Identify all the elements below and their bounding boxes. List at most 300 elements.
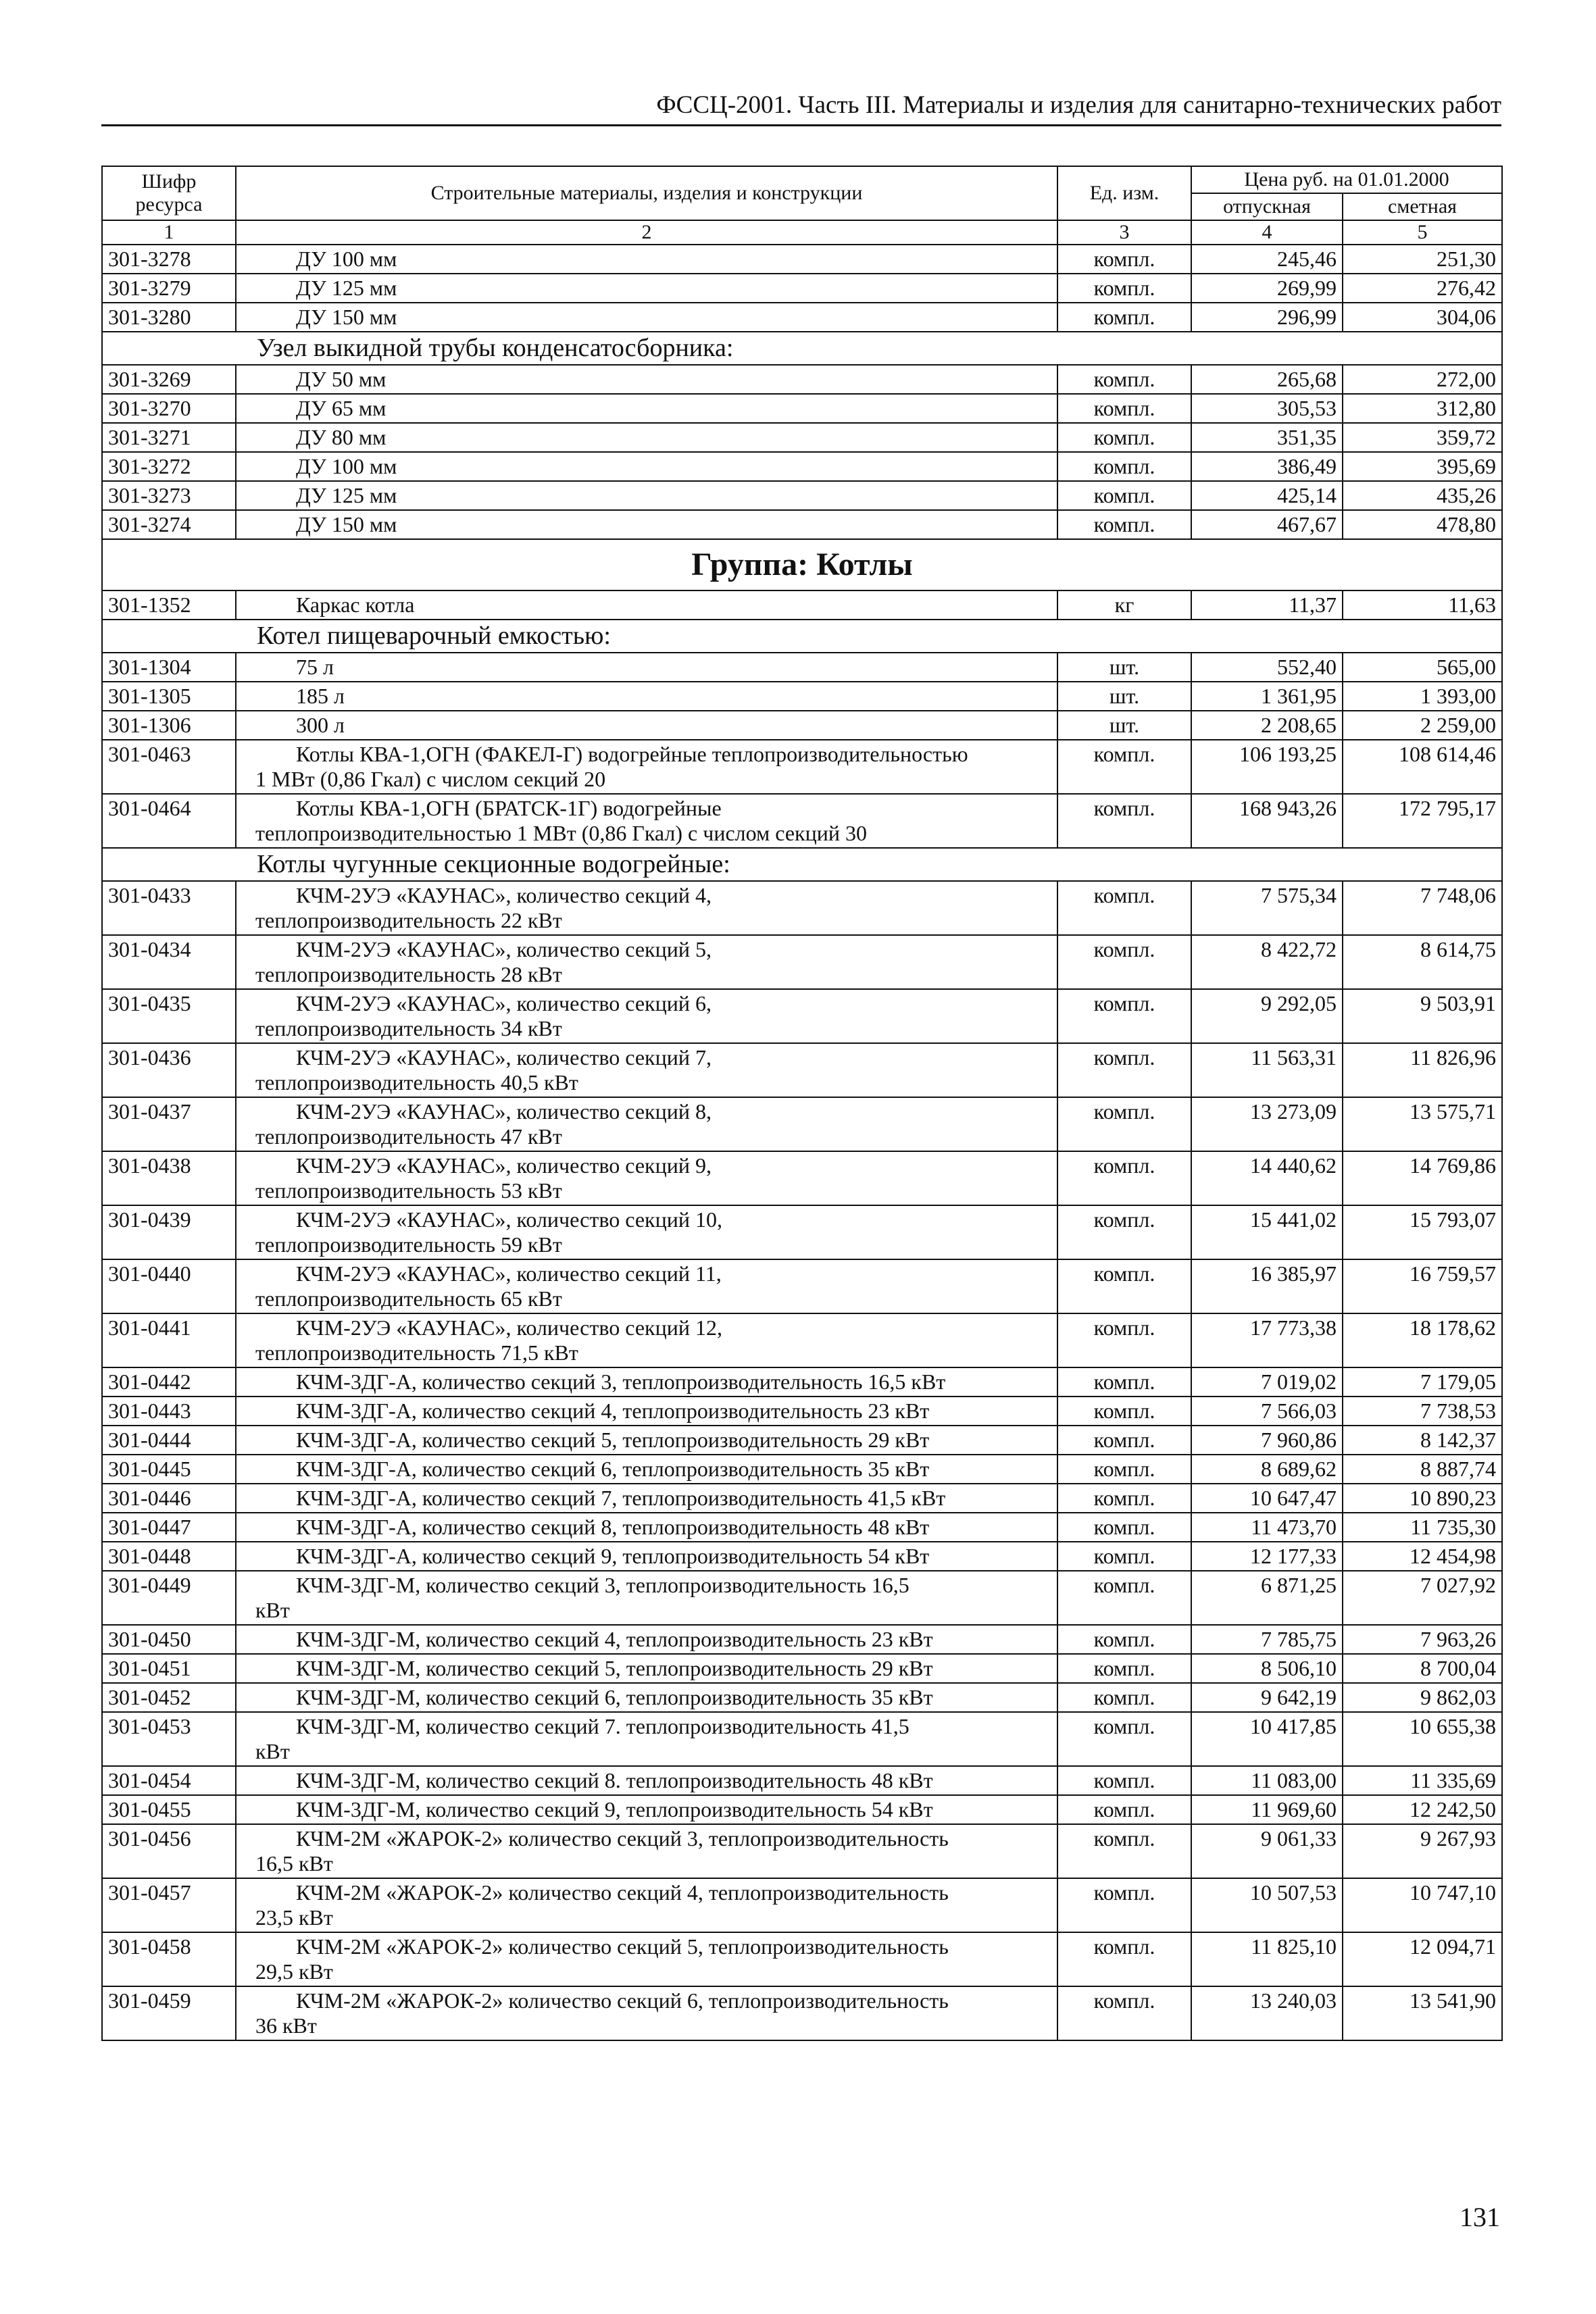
table-row <box>102 1367 1502 1397</box>
release-price: 14 440,62 <box>1191 1151 1343 1205</box>
unit-of-measure: компл. <box>1057 1654 1191 1683</box>
table-row <box>102 711 1502 740</box>
material-name <box>236 1097 1057 1151</box>
table-row <box>102 1542 1502 1571</box>
section-row <box>102 620 1502 653</box>
material-name <box>236 1043 1057 1097</box>
table-row <box>102 303 1502 332</box>
unit-of-measure: шт. <box>1057 653 1191 682</box>
table-row <box>102 653 1502 682</box>
resource-code: 301-0438 <box>102 1151 236 1205</box>
estimate-price: 12 094,71 <box>1343 1932 1502 1986</box>
resource-code: 301-0447 <box>102 1513 236 1542</box>
resource-code: 301-0456 <box>102 1824 236 1878</box>
unit-of-measure: кг <box>1057 590 1191 620</box>
release-price: 17 773,38 <box>1191 1313 1343 1367</box>
estimate-price: 9 503,91 <box>1343 989 1502 1043</box>
material-name-line: КЧМ-3ДГ-М, количество секций 5, теплопроизводительность 29 кВт <box>296 1656 933 1680</box>
material-name <box>236 1932 1057 1986</box>
material-name <box>236 1571 1057 1625</box>
resource-code: 301-0446 <box>102 1484 236 1513</box>
release-price: 11,37 <box>1191 590 1343 620</box>
resource-code: 301-0463 <box>102 740 236 794</box>
release-price: 8 689,62 <box>1191 1455 1343 1484</box>
material-name-line: КЧМ-2УЭ «КАУНАС», количество секций 4, <box>296 883 712 907</box>
release-price: 2 208,65 <box>1191 711 1343 740</box>
release-price: 11 473,70 <box>1191 1513 1343 1542</box>
release-price: 10 507,53 <box>1191 1878 1343 1932</box>
table-row <box>102 1097 1502 1151</box>
unit-of-measure: компл. <box>1057 881 1191 935</box>
material-name <box>236 1455 1057 1484</box>
table-row <box>102 1043 1502 1097</box>
material-name <box>236 590 1057 620</box>
material-name <box>236 1397 1057 1426</box>
estimate-price: 11,63 <box>1343 590 1502 620</box>
group-heading: Группа: Котлы <box>102 539 1502 590</box>
estimate-price: 8 887,74 <box>1343 1455 1502 1484</box>
estimate-price: 304,06 <box>1343 303 1502 332</box>
table-row <box>102 1571 1502 1625</box>
header-price-group: Цена руб. на 01.01.2000 <box>1191 166 1502 193</box>
material-name <box>236 1654 1057 1683</box>
material-name-line: КЧМ-3ДГ-А, количество секций 8, теплопроизводительность 48 кВт <box>296 1515 930 1539</box>
material-name-line: ДУ 65 мм <box>296 396 386 420</box>
release-price: 13 273,09 <box>1191 1097 1343 1151</box>
material-name-continuation: 23,5 кВт <box>255 1905 333 1930</box>
unit-of-measure: компл. <box>1057 1455 1191 1484</box>
material-name-continuation: 36 кВт <box>255 2013 317 2038</box>
material-name-line: Котлы КВА-1,ОГН (ФАКЕЛ-Г) водогрейные теплопроизводительностью <box>296 742 968 766</box>
table-row <box>102 1205 1502 1259</box>
unit-of-measure: компл. <box>1057 245 1191 274</box>
resource-code: 301-0444 <box>102 1426 236 1455</box>
material-name <box>236 1712 1057 1766</box>
material-name <box>236 510 1057 539</box>
material-name-line: 75 л <box>296 655 334 679</box>
estimate-price: 10 655,38 <box>1343 1712 1502 1766</box>
unit-of-measure: компл. <box>1057 1571 1191 1625</box>
resource-code: 301-0441 <box>102 1313 236 1367</box>
unit-of-measure: компл. <box>1057 274 1191 303</box>
release-price: 265,68 <box>1191 365 1343 394</box>
material-name-line: КЧМ-2М «ЖАРОК-2» количество секций 5, теплопроизводительность <box>296 1934 949 1959</box>
material-name <box>236 394 1057 423</box>
material-name-line: КЧМ-3ДГ-М, количество секций 7. теплопроизводительность 41,5 <box>296 1714 909 1738</box>
release-price: 9 642,19 <box>1191 1683 1343 1712</box>
material-name <box>236 1824 1057 1878</box>
resource-code: 301-3280 <box>102 303 236 332</box>
release-price: 467,67 <box>1191 510 1343 539</box>
material-name-line: ДУ 150 мм <box>296 512 397 536</box>
resource-code: 301-0450 <box>102 1625 236 1654</box>
material-name-line: 300 л <box>296 713 345 737</box>
material-name-line: КЧМ-2УЭ «КАУНАС», количество секций 8, <box>296 1099 712 1124</box>
material-name <box>236 794 1057 848</box>
table-row <box>102 1397 1502 1426</box>
material-name-line: КЧМ-2УЭ «КАУНАС», количество секций 11, <box>296 1261 722 1286</box>
material-name <box>236 1259 1057 1313</box>
unit-of-measure: компл. <box>1057 1426 1191 1455</box>
release-price: 16 385,97 <box>1191 1259 1343 1313</box>
resource-code: 301-1304 <box>102 653 236 682</box>
table-row <box>102 423 1502 452</box>
column-number: 5 <box>1343 220 1502 245</box>
unit-of-measure: компл. <box>1057 1824 1191 1878</box>
material-name-continuation: теплопроизводительностью 1 МВт (0,86 Гкал) с числом секций 30 <box>255 821 867 845</box>
table-header <box>102 166 1502 245</box>
unit-of-measure: компл. <box>1057 303 1191 332</box>
material-name-line: КЧМ-3ДГ-М, количество секций 6, теплопроизводительность 35 кВт <box>296 1685 933 1709</box>
estimate-price: 435,26 <box>1343 481 1502 510</box>
material-name <box>236 423 1057 452</box>
material-name-line: КЧМ-3ДГ-М, количество секций 4, теплопроизводительность 23 кВт <box>296 1627 933 1651</box>
unit-of-measure: компл. <box>1057 365 1191 394</box>
estimate-price: 272,00 <box>1343 365 1502 394</box>
unit-of-measure: компл. <box>1057 1625 1191 1654</box>
column-number: 1 <box>102 220 236 245</box>
material-name-line: КЧМ-3ДГ-А, количество секций 9, теплопроизводительность 54 кВт <box>296 1544 930 1568</box>
estimate-price: 16 759,57 <box>1343 1259 1502 1313</box>
table-row <box>102 1795 1502 1824</box>
release-price: 11 825,10 <box>1191 1932 1343 1986</box>
material-name-line: КЧМ-2М «ЖАРОК-2» количество секций 4, теплопроизводительность <box>296 1880 949 1905</box>
unit-of-measure: компл. <box>1057 423 1191 452</box>
release-price: 305,53 <box>1191 394 1343 423</box>
estimate-price: 8 614,75 <box>1343 935 1502 989</box>
material-name <box>236 1313 1057 1367</box>
estimate-price: 9 862,03 <box>1343 1683 1502 1712</box>
estimate-price: 359,72 <box>1343 423 1502 452</box>
table-row <box>102 794 1502 848</box>
table-row <box>102 1824 1502 1878</box>
estimate-price: 1 393,00 <box>1343 682 1502 711</box>
material-name-continuation: теплопроизводительность 40,5 кВт <box>255 1070 578 1095</box>
unit-of-measure: компл. <box>1057 452 1191 481</box>
release-price: 7 960,86 <box>1191 1426 1343 1455</box>
resource-code: 301-0464 <box>102 794 236 848</box>
material-name <box>236 881 1057 935</box>
unit-of-measure: компл. <box>1057 1484 1191 1513</box>
section-row <box>102 848 1502 881</box>
unit-of-measure: компл. <box>1057 481 1191 510</box>
resource-code: 301-3269 <box>102 365 236 394</box>
material-name-continuation: кВт <box>255 1598 290 1622</box>
unit-of-measure: компл. <box>1057 794 1191 848</box>
table-row <box>102 1654 1502 1683</box>
resource-code: 301-3274 <box>102 510 236 539</box>
section-cell <box>102 848 1502 881</box>
material-name-line: ДУ 80 мм <box>296 425 386 449</box>
unit-of-measure: компл. <box>1057 989 1191 1043</box>
material-name-line: КЧМ-3ДГ-М, количество секций 3, теплопроизводительность 16,5 <box>296 1573 909 1597</box>
material-name-line: ДУ 100 мм <box>296 454 397 478</box>
material-name-line: КЧМ-2М «ЖАРОК-2» количество секций 3, теплопроизводительность <box>296 1826 949 1851</box>
table-row <box>102 481 1502 510</box>
estimate-price: 565,00 <box>1343 653 1502 682</box>
table-row <box>102 1455 1502 1484</box>
unit-of-measure: компл. <box>1057 1097 1191 1151</box>
table-row <box>102 1313 1502 1367</box>
table-row <box>102 1151 1502 1205</box>
estimate-price: 7 748,06 <box>1343 881 1502 935</box>
material-name <box>236 452 1057 481</box>
unit-of-measure: компл. <box>1057 1367 1191 1397</box>
header-unit: Ед. изм. <box>1057 166 1191 220</box>
estimate-price: 276,42 <box>1343 274 1502 303</box>
material-name <box>236 1151 1057 1205</box>
estimate-price: 11 735,30 <box>1343 1513 1502 1542</box>
material-name <box>236 935 1057 989</box>
section-label: Узел выкидной трубы конденсатосборника: <box>257 334 734 362</box>
material-name-continuation: кВт <box>255 1739 290 1763</box>
material-name <box>236 682 1057 711</box>
material-name <box>236 274 1057 303</box>
material-name-line: КЧМ-2УЭ «КАУНАС», количество секций 5, <box>296 937 712 961</box>
table-row <box>102 1683 1502 1712</box>
material-name <box>236 1205 1057 1259</box>
material-name <box>236 1513 1057 1542</box>
material-name <box>236 1766 1057 1795</box>
material-name <box>236 1426 1057 1455</box>
resource-code: 301-0455 <box>102 1795 236 1824</box>
release-price: 106 193,25 <box>1191 740 1343 794</box>
release-price: 7 566,03 <box>1191 1397 1343 1426</box>
estimate-price: 478,80 <box>1343 510 1502 539</box>
table-row <box>102 1878 1502 1932</box>
material-name-continuation: теплопроизводительность 34 кВт <box>255 1016 562 1040</box>
material-name-line: ДУ 125 мм <box>296 483 397 507</box>
resource-code: 301-1352 <box>102 590 236 620</box>
release-price: 7 019,02 <box>1191 1367 1343 1397</box>
material-name <box>236 740 1057 794</box>
estimate-price: 7 963,26 <box>1343 1625 1502 1654</box>
resource-code: 301-3270 <box>102 394 236 423</box>
header-price-estimate: сметная <box>1343 193 1502 220</box>
release-price: 245,46 <box>1191 245 1343 274</box>
resource-code: 301-0452 <box>102 1683 236 1712</box>
unit-of-measure: компл. <box>1057 1397 1191 1426</box>
release-price: 296,99 <box>1191 303 1343 332</box>
material-name <box>236 245 1057 274</box>
estimate-price: 10 890,23 <box>1343 1484 1502 1513</box>
estimate-price: 11 826,96 <box>1343 1043 1502 1097</box>
estimate-price: 18 178,62 <box>1343 1313 1502 1367</box>
material-name-continuation: теплопроизводительность 22 кВт <box>255 908 562 932</box>
resource-code: 301-3273 <box>102 481 236 510</box>
table-row <box>102 1484 1502 1513</box>
material-name-line: ДУ 50 мм <box>296 367 386 391</box>
material-name-line: КЧМ-2УЭ «КАУНАС», количество секций 6, <box>296 991 712 1015</box>
price-table <box>101 166 1503 2041</box>
table-row <box>102 740 1502 794</box>
release-price: 7 785,75 <box>1191 1625 1343 1654</box>
resource-code: 301-0458 <box>102 1932 236 1986</box>
release-price: 386,49 <box>1191 452 1343 481</box>
release-price: 552,40 <box>1191 653 1343 682</box>
table-row <box>102 452 1502 481</box>
material-name <box>236 365 1057 394</box>
table-row <box>102 1766 1502 1795</box>
unit-of-measure: шт. <box>1057 711 1191 740</box>
estimate-price: 12 242,50 <box>1343 1795 1502 1824</box>
table-row <box>102 590 1502 620</box>
resource-code: 301-0440 <box>102 1259 236 1313</box>
estimate-price: 2 259,00 <box>1343 711 1502 740</box>
estimate-price: 251,30 <box>1343 245 1502 274</box>
material-name-line: Котлы КВА-1,ОГН (БРАТСК-1Г) водогрейные <box>296 796 722 820</box>
table-row <box>102 365 1502 394</box>
unit-of-measure: компл. <box>1057 1151 1191 1205</box>
material-name-line: КЧМ-3ДГ-А, количество секций 7, теплопроизводительность 41,5 кВт <box>296 1486 946 1510</box>
resource-code: 301-3271 <box>102 423 236 452</box>
unit-of-measure: компл. <box>1057 510 1191 539</box>
section-row <box>102 332 1502 365</box>
estimate-price: 7 738,53 <box>1343 1397 1502 1426</box>
material-name <box>236 653 1057 682</box>
resource-code: 301-1305 <box>102 682 236 711</box>
estimate-price: 7 179,05 <box>1343 1367 1502 1397</box>
page-number: 131 <box>1460 2202 1500 2232</box>
material-name-line: КЧМ-2УЭ «КАУНАС», количество секций 10, <box>296 1207 722 1232</box>
estimate-price: 8 142,37 <box>1343 1426 1502 1455</box>
resource-code: 301-0442 <box>102 1367 236 1397</box>
material-name-continuation: теплопроизводительность 71,5 кВт <box>255 1340 578 1365</box>
unit-of-measure: компл. <box>1057 1795 1191 1824</box>
section-cell <box>102 332 1502 365</box>
material-name-continuation: теплопроизводительность 59 кВт <box>255 1232 562 1257</box>
estimate-price: 9 267,93 <box>1343 1824 1502 1878</box>
material-name-continuation: 16,5 кВт <box>255 1851 333 1876</box>
material-name-line: КЧМ-3ДГ-А, количество секций 4, теплопроизводительность 23 кВт <box>296 1399 930 1423</box>
material-name-continuation: 29,5 кВт <box>255 1959 333 1984</box>
release-price: 425,14 <box>1191 481 1343 510</box>
resource-code: 301-0453 <box>102 1712 236 1766</box>
resource-code: 301-0433 <box>102 881 236 935</box>
release-price: 11 563,31 <box>1191 1043 1343 1097</box>
material-name <box>236 1795 1057 1824</box>
table-row <box>102 510 1502 539</box>
unit-of-measure: компл. <box>1057 1313 1191 1367</box>
material-name-line: КЧМ-2УЭ «КАУНАС», количество секций 7, <box>296 1045 712 1070</box>
material-name-line: КЧМ-3ДГ-М, количество секций 9, теплопроизводительность 54 кВт <box>296 1797 933 1821</box>
unit-of-measure: компл. <box>1057 1513 1191 1542</box>
material-name <box>236 1484 1057 1513</box>
estimate-price: 15 793,07 <box>1343 1205 1502 1259</box>
estimate-price: 11 335,69 <box>1343 1766 1502 1795</box>
column-number: 4 <box>1191 220 1343 245</box>
release-price: 8 506,10 <box>1191 1654 1343 1683</box>
release-price: 269,99 <box>1191 274 1343 303</box>
material-name <box>236 1625 1057 1654</box>
material-name <box>236 989 1057 1043</box>
estimate-price: 172 795,17 <box>1343 794 1502 848</box>
material-name-line: КЧМ-3ДГ-А, количество секций 5, теплопроизводительность 29 кВт <box>296 1428 930 1452</box>
resource-code: 301-0443 <box>102 1397 236 1426</box>
unit-of-measure: компл. <box>1057 1683 1191 1712</box>
release-price: 168 943,26 <box>1191 794 1343 848</box>
material-name-line: ДУ 125 мм <box>296 276 397 300</box>
release-price: 8 422,72 <box>1191 935 1343 989</box>
section-cell <box>102 620 1502 653</box>
unit-of-measure: компл. <box>1057 1205 1191 1259</box>
header-code: Шифр ресурса <box>102 166 236 220</box>
release-price: 11 969,60 <box>1191 1795 1343 1824</box>
resource-code: 301-0449 <box>102 1571 236 1625</box>
estimate-price: 395,69 <box>1343 452 1502 481</box>
unit-of-measure: компл. <box>1057 935 1191 989</box>
table-row <box>102 881 1502 935</box>
release-price: 10 417,85 <box>1191 1712 1343 1766</box>
material-name-continuation: теплопроизводительность 65 кВт <box>255 1286 562 1311</box>
table-row <box>102 1986 1502 2040</box>
material-name <box>236 1878 1057 1932</box>
unit-of-measure: компл. <box>1057 1043 1191 1097</box>
release-price: 12 177,33 <box>1191 1542 1343 1571</box>
resource-code: 301-0459 <box>102 1986 236 2040</box>
release-price: 13 240,03 <box>1191 1986 1343 2040</box>
estimate-price: 312,80 <box>1343 394 1502 423</box>
material-name-line: КЧМ-3ДГ-А, количество секций 6, теплопроизводительность 35 кВт <box>296 1457 930 1481</box>
page-header: ФССЦ-2001. Часть III. Материалы и изделия для санитарно-технических работ <box>101 89 1501 126</box>
table-row <box>102 1259 1502 1313</box>
release-price: 9 061,33 <box>1191 1824 1343 1878</box>
material-name-continuation: теплопроизводительность 28 кВт <box>255 962 562 986</box>
release-price: 15 441,02 <box>1191 1205 1343 1259</box>
unit-of-measure: компл. <box>1057 1766 1191 1795</box>
unit-of-measure: компл. <box>1057 740 1191 794</box>
table-row <box>102 1426 1502 1455</box>
release-price: 351,35 <box>1191 423 1343 452</box>
material-name <box>236 1683 1057 1712</box>
table-row <box>102 1513 1502 1542</box>
unit-of-measure: компл. <box>1057 1986 1191 2040</box>
resource-code: 301-0454 <box>102 1766 236 1795</box>
material-name <box>236 1542 1057 1571</box>
table-row <box>102 935 1502 989</box>
column-number: 2 <box>236 220 1057 245</box>
estimate-price: 13 541,90 <box>1343 1986 1502 2040</box>
unit-of-measure: компл. <box>1057 1542 1191 1571</box>
material-name-line: 185 л <box>296 684 345 708</box>
release-price: 6 871,25 <box>1191 1571 1343 1625</box>
estimate-price: 7 027,92 <box>1343 1571 1502 1625</box>
unit-of-measure: компл. <box>1057 1712 1191 1766</box>
unit-of-measure: шт. <box>1057 682 1191 711</box>
table-row <box>102 682 1502 711</box>
resource-code: 301-0435 <box>102 989 236 1043</box>
table-row <box>102 989 1502 1043</box>
material-name-line: ДУ 100 мм <box>296 247 397 271</box>
estimate-price: 13 575,71 <box>1343 1097 1502 1151</box>
material-name <box>236 303 1057 332</box>
material-name-line: КЧМ-2УЭ «КАУНАС», количество секций 9, <box>296 1153 712 1178</box>
resource-code: 301-3278 <box>102 245 236 274</box>
unit-of-measure: компл. <box>1057 1932 1191 1986</box>
unit-of-measure: компл. <box>1057 1259 1191 1313</box>
material-name <box>236 1986 1057 2040</box>
resource-code: 301-0436 <box>102 1043 236 1097</box>
material-name-continuation: теплопроизводительность 47 кВт <box>255 1124 562 1149</box>
table-row <box>102 394 1502 423</box>
material-name-line: КЧМ-2М «ЖАРОК-2» количество секций 6, теплопроизводительность <box>296 1988 949 2013</box>
group-heading-row <box>102 539 1502 590</box>
resource-code: 301-0437 <box>102 1097 236 1151</box>
material-name-continuation: 1 МВт (0,86 Гкал) с числом секций 20 <box>255 767 606 791</box>
section-label: Котлы чугунные секционные водогрейные: <box>257 850 730 878</box>
material-name <box>236 1367 1057 1397</box>
resource-code: 301-1306 <box>102 711 236 740</box>
